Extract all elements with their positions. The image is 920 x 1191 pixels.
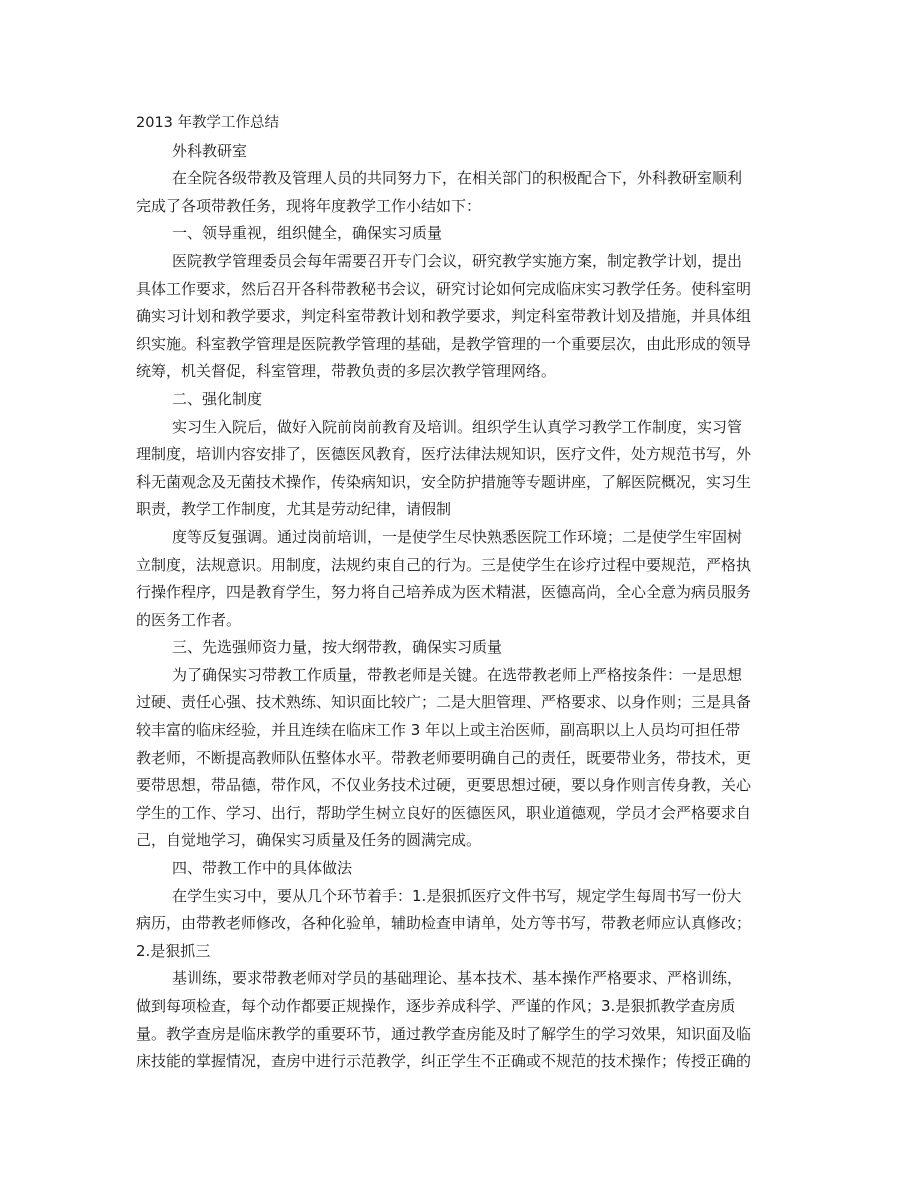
text-line: 为了确保实习带教工作质量，带教老师是关键。在选带教老师上严格按条件：一是思想 xyxy=(172,665,743,684)
text-line: 医院教学管理委员会每年需要召开专门会议，研究教学实施方案，制定教学计划，提出 xyxy=(172,251,743,270)
document-body xyxy=(136,110,786,1076)
text-line: 实习生入院后，做好入院前岗前教育及培训。组织学生认真学习教学工作制度，实习管 xyxy=(172,417,743,436)
text-line: 己，自觉地学习，确保实习质量及任务的圆满完成。 xyxy=(136,831,482,850)
text-line: 床技能的掌握情况，查房中进行示范教学，纠正学生不正确或不规范的技术操作；传授正确的 xyxy=(136,1052,752,1071)
text-line: 外科教研室 xyxy=(172,141,248,160)
text-line: 学生的工作、学习、出行，帮助学生树立良好的医德医风，职业道德观，学员才会严格要求自 xyxy=(136,803,752,822)
text-line: 病历，由带教老师修改，各种化验单，辅助检查申请单，处方等书写，带教老师应认真修改； xyxy=(136,914,752,933)
text-line: 统筹，机关督促，科室管理，带教负责的多层次教学管理网络。 xyxy=(136,362,557,381)
text-line: 完成了各项带教任务，现将年度教学工作小结如下： xyxy=(136,196,482,215)
text-line: 做到每项检查，每个动作都要正规操作，逐步养成科学、严谨的作风；3.是狠抓教学查房质 xyxy=(136,997,736,1015)
text-line: 织实施。科室教学管理是医院教学管理的基础，是教学管理的一个重要层次，由此形成的领导 xyxy=(136,334,752,353)
text-line: 三、先选强师资力量，按大纲带教，确保实习质量 xyxy=(172,638,503,657)
text-line: 行操作程序，四是教育学生，努力将自己培养成为医术精湛，医德高尚，全心全意为病员服务 xyxy=(136,583,752,602)
text-line: 科无菌观念及无菌技术操作，传染病知识，安全防护措施等专题讲座，了解医院概况，实习生 xyxy=(136,472,752,491)
text-line: 具体工作要求，然后召开各科带教秘书会议，研究讨论如何完成临床实习教学任务。使科室明 xyxy=(136,279,752,298)
text-line: 过硬、责任心强、技术熟练、知识面比较广；二是大胆管理、严格要求、以身作则；三是具备 xyxy=(136,693,752,712)
text-line: 2.是狠抓三 xyxy=(136,941,211,960)
text-line: 在学生实习中，要从几个环节着手：1.是狠抓医疗文件书写，规定学生每周书写一份大 xyxy=(172,886,742,905)
text-line: 二、强化制度 xyxy=(172,389,263,408)
text-line: 度等反复强调。通过岗前培训，一是使学生尽快熟悉医院工作环境；二是使学生牢固树 xyxy=(172,527,743,546)
text-line: 四、带教工作中的具体做法 xyxy=(172,859,353,878)
text-line: 一、领导重视，组织健全，确保实习质量 xyxy=(172,224,443,243)
text-line: 在全院各级带教及管理人员的共同努力下，在相关部门的积极配合下，外科教研室顺利 xyxy=(172,169,743,188)
document-title: 2013 年教学工作总结 xyxy=(136,115,280,131)
text-line: 要带思想，带品德，带作风，不仅业务技术过硬，更要思想过硬，要以身作则言传身教，关心 xyxy=(136,776,752,795)
text-line: 较丰富的临床经验，并且连续在临床工作 3 年以上或主治医师，副高职以上人员均可担任带 xyxy=(136,721,741,740)
text-line: 量。教学查房是临床教学的重要环节，通过教学查房能及时了解学生的学习效果，知识面及临 xyxy=(136,1024,752,1043)
text-line: 立制度，法规意识。用制度，法规约束自己的行为。三是使学生在诊疗过程中要规范，严格执 xyxy=(136,555,752,574)
text-line: 确实习计划和教学要求，判定科室带教计划和教学要求，判定科室带教计划及措施，并具体组 xyxy=(136,307,752,326)
text-line: 理制度，培训内容安排了，医德医风教育，医疗法律法规知识，医疗文件，处方规范书写，外 xyxy=(136,445,752,464)
text-line: 基训练，要求带教老师对学员的基础理论、基本技术、基本操作严格要求、严格训练， xyxy=(172,969,743,988)
text-line: 职责，教学工作制度，尤其是劳动纪律，请假制 xyxy=(136,500,452,519)
text-line: 教老师，不断提高教师队伍整体水平。带教老师要明确自己的责任，既要带业务，带技术，更 xyxy=(136,748,752,767)
text-line: 的医务工作者。 xyxy=(136,610,242,629)
